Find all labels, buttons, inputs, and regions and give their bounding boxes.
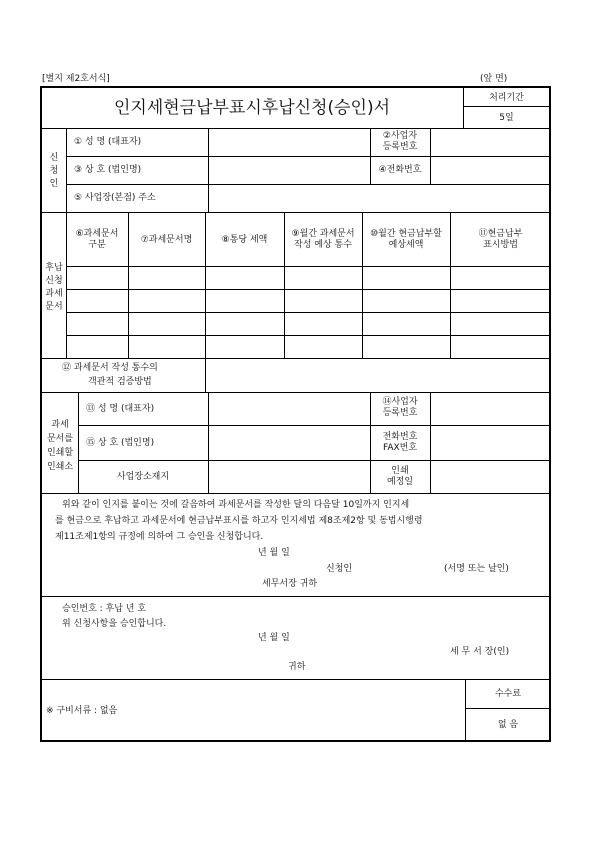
col-tax-per-doc: ⑧통당 세액 bbox=[221, 235, 268, 245]
page-side: (앞 면) bbox=[480, 74, 508, 84]
statement-addressee: 세무서장 귀하 bbox=[262, 579, 318, 589]
col-monthly-tax: ⑩월간 현금납부할 예상세액 bbox=[370, 229, 442, 250]
phone-label: ④전화번호 bbox=[378, 165, 422, 175]
name-label: ① 성 명 (대표자) bbox=[74, 137, 142, 147]
printer-name-label: ⑬ 성 명 (대표자) bbox=[86, 404, 155, 414]
approval-to: 귀하 bbox=[288, 662, 306, 672]
approval-date: 년 월 일 bbox=[258, 633, 290, 643]
biz-no-label: ②사업자 등록번호 bbox=[382, 131, 418, 152]
printer-phone-fax-label: 전화번호 FAX번호 bbox=[382, 432, 418, 453]
statement-sign: (서명 또는 날인) bbox=[444, 564, 509, 574]
printer-biz-no-label: ⑭사업자 등록번호 bbox=[382, 397, 418, 418]
printer-address-label: 사업장소재지 bbox=[116, 472, 170, 482]
required-docs: ※ 구비서류 : 없음 bbox=[46, 706, 118, 716]
trade-name-label: ③ 상 호 (법인명) bbox=[74, 165, 142, 175]
form-title: 인지세현금납부표시후납신청(승인)서 bbox=[113, 98, 391, 118]
table-row bbox=[66, 335, 551, 336]
fee-label: 수수료 bbox=[494, 689, 522, 699]
address-label: ⑤ 사업장(본점) 주소 bbox=[74, 193, 156, 203]
approval-chief: 세 무 서 장(인) bbox=[450, 647, 510, 657]
form-number: [별지 제2호서식] bbox=[42, 74, 110, 84]
verify-label-1: ⑫ 과세문서 작성 통수의 bbox=[62, 363, 158, 373]
docs-group-label: 후납 신청 과세 문서 bbox=[45, 263, 63, 312]
fee-value: 없 음 bbox=[497, 720, 519, 730]
processing-period-value: 5일 bbox=[499, 113, 514, 123]
statement-line-2: 를 현금으로 후납하고 과세문서에 현금납부표시를 하고자 인지세법 제8조제2항 및 동법시행령 bbox=[55, 516, 423, 526]
statement-line-1: 위와 같이 인지를 붙이는 것에 갈음하여 과세문서를 작성한 달의 다음달 10일까지 인지세 bbox=[62, 500, 410, 510]
col-payment-method: ⑪현금납부 표시방법 bbox=[478, 229, 523, 250]
processing-period-label: 처리기간 bbox=[489, 93, 524, 103]
printer-group-label: 과세 문서를 인쇄할 인쇄소 bbox=[46, 420, 74, 472]
col-doc-name: ⑦과세문서명 bbox=[140, 235, 193, 245]
applicant-group-label: 신 청 인 bbox=[49, 153, 59, 189]
approval-number: 승인번호 : 후납 년 호 bbox=[62, 604, 147, 614]
statement-date: 년 월 일 bbox=[258, 548, 290, 558]
table-row bbox=[66, 312, 551, 313]
statement-line-3: 제11조제1항의 규정에 의하여 그 승인을 신청합니다. bbox=[55, 532, 264, 542]
table-row bbox=[66, 289, 551, 290]
printer-trade-label: ⑮ 상 호 (법인명) bbox=[86, 438, 155, 448]
verify-label-2: 객관적 검증방법 bbox=[88, 377, 152, 387]
print-date-label: 인쇄 예정일 bbox=[386, 466, 414, 487]
statement-applicant: 신청인 bbox=[326, 564, 353, 574]
approval-text: 위 신청사항을 승인합니다. bbox=[62, 619, 167, 629]
col-doc-type: ⑥과세문서 구분 bbox=[75, 229, 119, 250]
col-monthly-count: ⑨월간 과세문서 작성 예상 통수 bbox=[291, 229, 355, 250]
